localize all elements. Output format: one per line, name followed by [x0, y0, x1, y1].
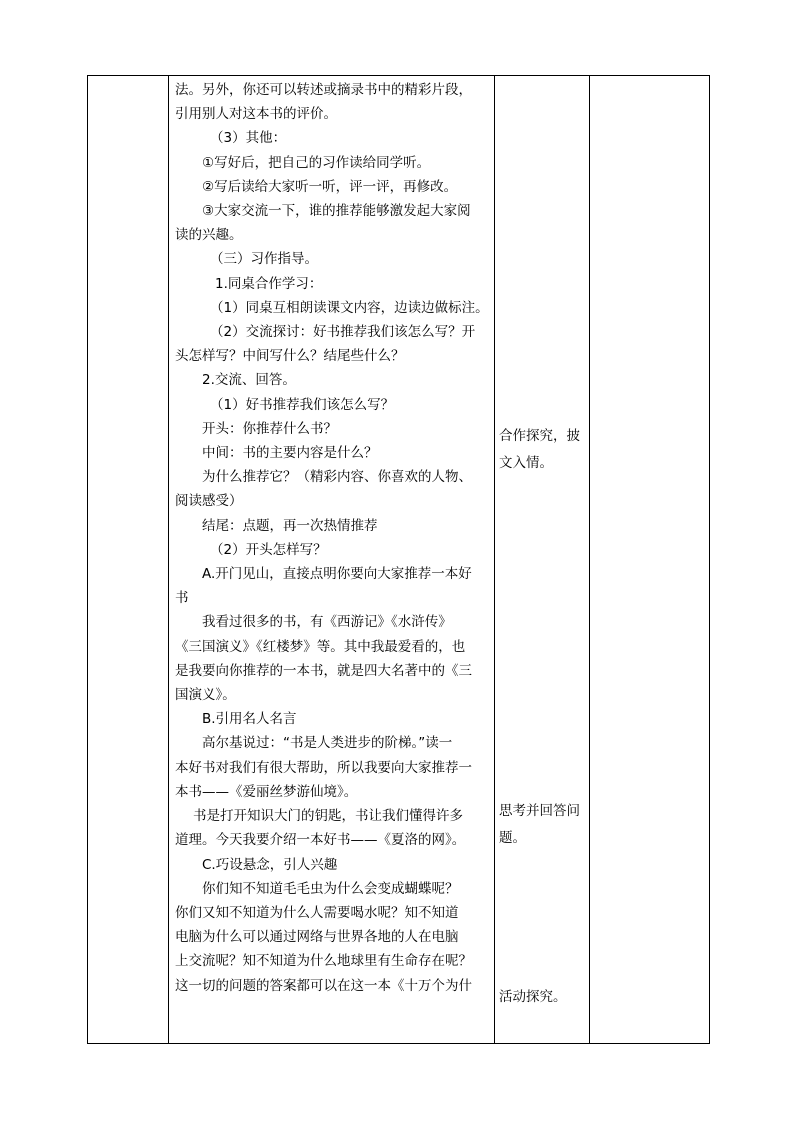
text-line: 2.交流、回答。: [202, 372, 296, 389]
text-line: ②写后读给大家听一听，评一评，再修改。: [202, 178, 458, 195]
text-line: ①写好后，把自己的习作读给同学听。: [202, 154, 431, 171]
activity-note: 活动探究。: [499, 989, 567, 1005]
text-line: 读的兴趣。: [175, 227, 243, 244]
text-line: A.开门见山，直接点明你要向大家推荐一本好: [202, 566, 472, 583]
text-line: 为什么推荐它？（精彩内容、你喜欢的人物、: [202, 469, 472, 486]
student-activity-cell: [495, 76, 590, 1044]
section-heading: （三）习作指导。: [210, 251, 318, 268]
text-line: 本好书对我们有很大帮助，所以我要向大家推荐一: [175, 759, 472, 776]
text-line: 书是打开知识大门的钥匙，书让我们懂得许多: [193, 808, 463, 825]
design-intent-cell: [590, 76, 710, 1044]
text-line: 1.同桌合作学习：: [215, 275, 323, 292]
text-line: 法。另外，你还可以转述或摘录书中的精彩片段，: [175, 82, 472, 98]
text-line: 国演义》。: [175, 687, 236, 704]
text-line: 电脑为什么可以通过网络与世界各地的人在电脑: [175, 929, 459, 946]
text-line: （1）好书推荐我们该怎么写？: [210, 396, 395, 413]
text-line: 本书——《爱丽丝梦游仙境》。: [175, 783, 358, 800]
text-line: （1）同桌互相朗读课文内容，边读边做标注。: [210, 299, 489, 316]
text-line: ③大家交流一下，谁的推荐能够激发起大家阅: [202, 203, 471, 220]
activity-note: 合作探究，披 文入情。: [499, 428, 580, 471]
text-line: 《三国演义》《红楼梦》等。其中我最爱看的，也: [175, 638, 466, 655]
text-line: 结尾：点题，再一次热情推荐: [202, 517, 378, 534]
text-line: 高尔基说过：“书是人类进步的阶梯。”读一: [202, 735, 453, 752]
text-line: C.巧设悬念，引人兴趣: [202, 856, 338, 873]
text-line: 引用别人对这本书的评价。: [175, 106, 337, 123]
text-line: B.引用名人名言: [202, 711, 297, 728]
text-line: （2）开头怎样写？: [210, 541, 327, 558]
text-line: （2）交流探讨：好书推荐我们该怎么写？开: [210, 324, 476, 341]
text-line: 书: [175, 590, 189, 607]
text-line: 这一切的问题的答案都可以在这一本《十万个为什: [175, 977, 472, 994]
teaching-process-cell: [169, 76, 495, 1044]
activity-note: 思考并回答问 题。: [499, 803, 580, 846]
text-line: 头怎样写？中间写什么？结尾些什么？: [175, 348, 405, 365]
text-line: （3）其他：: [210, 130, 287, 147]
text-line: 阅读感受）: [175, 493, 243, 510]
text-line: 是我要向你推荐的一本书，就是四大名著中的《三: [175, 662, 472, 679]
lesson-plan-table: [87, 75, 710, 1044]
table-row: [88, 76, 710, 1044]
text-line: 我看过很多的书，有《西游记》《水浒传》: [202, 614, 452, 631]
text-line: 你们知不知道毛毛虫为什么会变成蝴蝶呢？: [202, 880, 459, 897]
text-line: 开头：你推荐什么书？: [202, 420, 337, 437]
stage-cell: [88, 76, 169, 1044]
text-line: 上交流呢？知不知道为什么地球里有生命存在呢？: [175, 953, 472, 970]
text-line: 中间：书的主要内容是什么？: [202, 445, 378, 462]
text-line: 道理。今天我要介绍一本好书——《夏洛的网》。: [175, 832, 466, 849]
text-line: 你们又知不知道为什么人需要喝水呢？知不知道: [175, 904, 459, 921]
